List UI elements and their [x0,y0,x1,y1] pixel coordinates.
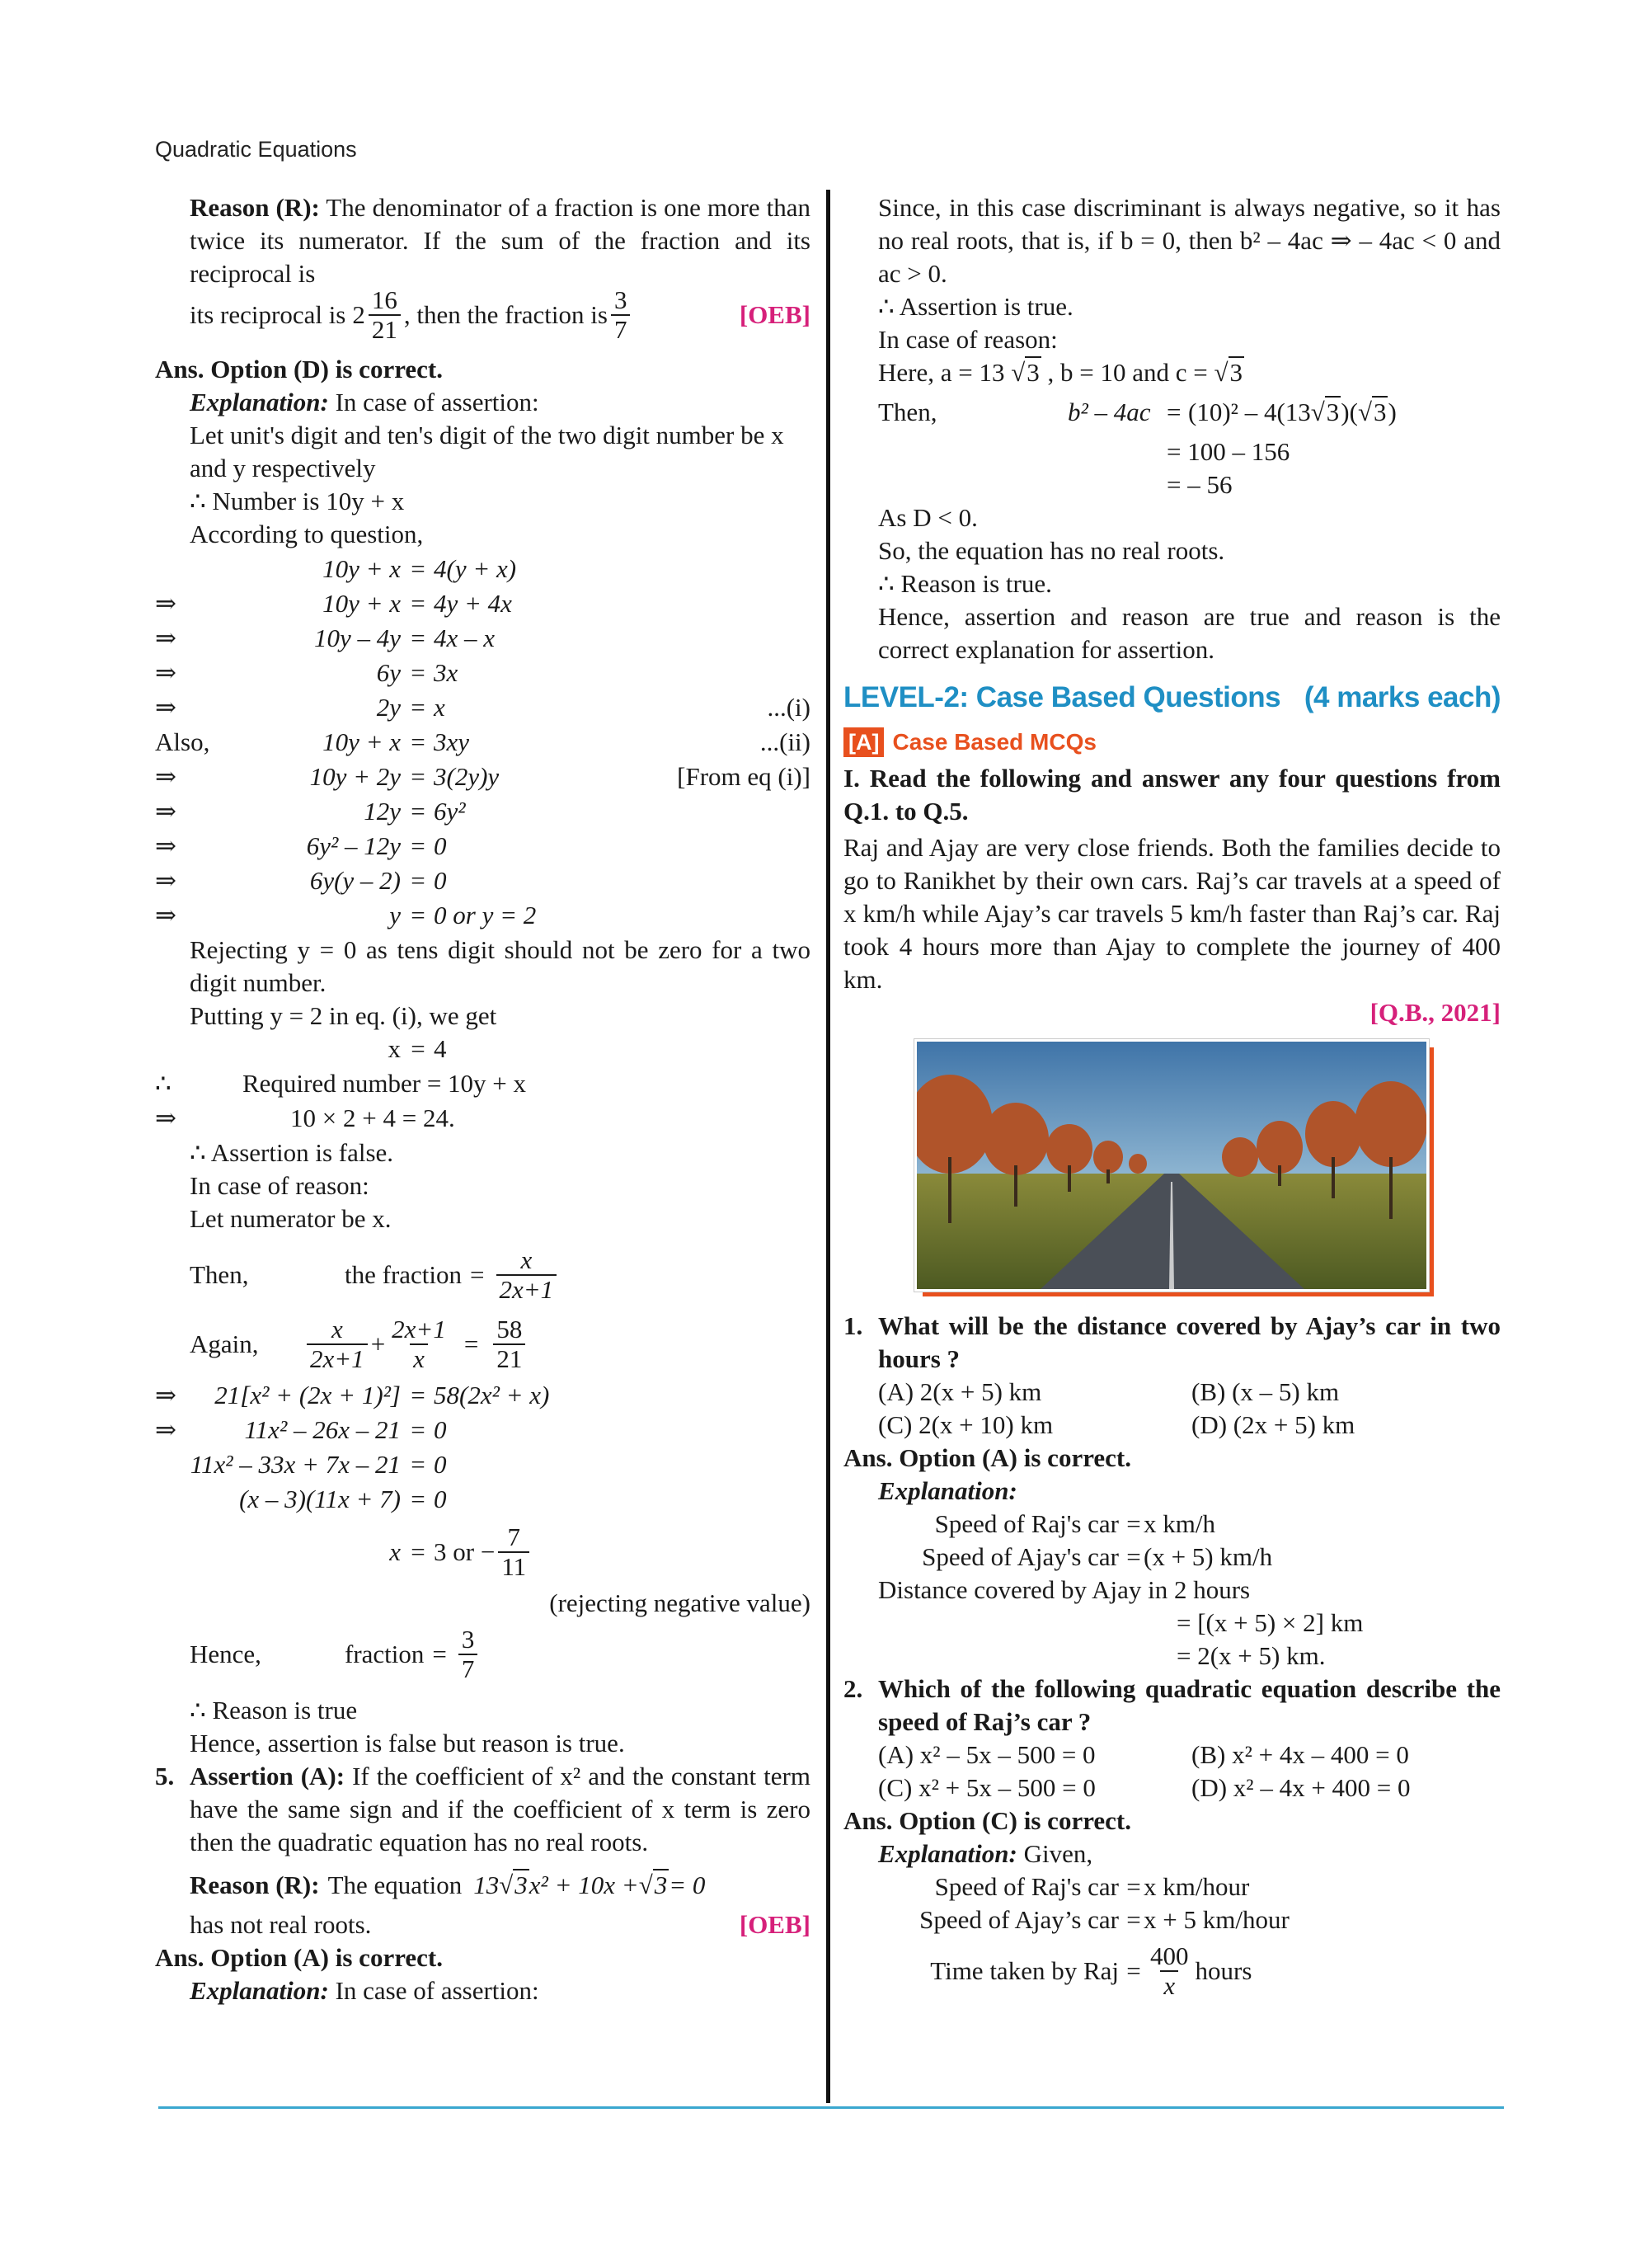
level-heading: LEVEL-2: Case Based Questions (4 marks each) [843,681,1501,713]
calc-block [843,1870,1501,1936]
answer-line: Ans. Option (A) is correct. [155,1943,443,1972]
equation-row: 10y + x = 4(y + x) [322,554,517,583]
question-2-options [843,1739,1501,1805]
reject-note: (rejecting negative value) [549,1588,810,1617]
calc-row: Speed of Ajay’s car = x + 5 km/hour [919,1905,1290,1934]
option-item: (B) x² + 4x – 400 = 0 [1191,1740,1409,1769]
text-line: ∴ Reason is true. [878,569,1052,598]
option-item: (D) (2x + 5) km [1191,1410,1355,1439]
calc-row: Speed of Raj's car = x km/h [934,1509,1215,1538]
text-line: In case of reason: [190,1171,369,1200]
text-line: In case of reason: [878,325,1058,354]
equation-row: ⇒ y = 0 or y = 2 [155,901,537,929]
discriminant-row: Then, b² – 4ac = (10)² – 4(13√3)(√3) [878,398,1397,426]
text-line: As D < 0. [878,503,978,532]
question-1-options [843,1376,1501,1442]
case-passage: Raj and Ajay are very close friends. Both the families decide to go to Ranikhet by their own cars. Raj’s car travels at a speed of x km/h while Ajay’s car travels 5 km/h faster than Raj’s car. Raj took 4 hours more than Ajay to complete the journey of 400 km. [843,833,1501,994]
column-divider [826,190,830,2103]
text-line: ∴ Assertion is false. [190,1138,394,1167]
then-fraction-row: Then, the fraction = $\frac{x}{2x+1}$ [155,1240,810,1310]
text-line: So, the equation has no real roots. [878,536,1225,565]
question-intro: I. Read the following and answer any four questions from Q.1. to Q.5. [843,764,1501,826]
road-landscape-image [917,1042,1426,1289]
question-2: 2. Which of the following quadratic equation describe the speed of Raj’s car ? [843,1674,1501,1736]
time-row: Time taken by Raj = $\frac{400}{x}$ hours [930,1941,1252,2000]
text-line: Let unit's digit and ten's digit of the two digit number be x and y respectively [190,421,784,482]
answer-line: Ans. Option (C) is correct. [843,1806,1131,1835]
text-line: Hence, assertion is false but reason is true. [190,1729,625,1757]
equation-block [155,1379,810,1517]
question-5: 5. Assertion (A): If the coefficient of x² and the constant term have the same sign and if the coefficient of x term is zero then the quadratic equation has no real roots. [155,1762,810,1856]
text-line: Distance covered by Ajay in 2 hours [878,1575,1251,1604]
text-line: According to question, [190,520,424,548]
calc-row: Speed of Raj's car = x km/hour [934,1872,1250,1901]
source-tag: [Q.B., 2021] [1369,998,1501,1027]
mixed-fraction: 2 $\frac{16}{21}$ [352,286,404,344]
equation-row: ⇒ 21[x² + (2x + 1)²] = 58(2x² + x) [155,1381,550,1409]
text-paragraph: Since, in this case discriminant is always negative, so it has no real roots, that is, if b = 0, then b² – 4ac ⇒ – 4ac < 0 and ac > 0. [878,193,1501,288]
equation-row: ⇒ 11x² – 26x – 21 = 0 [155,1415,447,1444]
equation-row: ⇒ 2y = x ...(i) [155,693,810,722]
equation-row: x = 4 [388,1034,447,1063]
text-line: Rejecting y = 0 as tens digit should not be zero for a two digit number. [190,935,810,997]
option-item: (A) x² – 5x – 500 = 0 [878,1740,1096,1769]
source-tag: [OEB] [739,300,810,329]
option-item: (C) x² + 5x – 500 = 0 [878,1773,1096,1802]
question-1: 1. What will be the distance covered by Ajay’s car in two hours ? [843,1311,1501,1373]
reason-fraction-line: its reciprocal is 2 $\frac{16}{21}$ , then the fraction is $\frac{3}{7}$ [OEB] [190,285,810,344]
right-column: Since, in this case discriminant is always negative, so it has no real roots, that is, if b = 0, then b² – 4ac ⇒ – 4ac < 0 and ac > 0. ∴ Assertion is true. In case of reason: Here, a = 13 √3 , b = 10 and c = √3 Then, b² – 4ac = (10)² – 4(13√3)(√3) = 100 – 156 = – 56 As D < 0. So, the equation has no real roots. ∴ Reason is true. Hence, assertion and reason are true and reason is the correct explanation for assertion. LEVEL-2: Case Based Questions (4 marks each) [A] Case Based MCQs I. Read the following and answer any four questions from Q.1. to Q.5. Raj and Ajay are very close friends. Both the families decide to go to Ranikhet by their own cars. Raj’s car travels at a speed of x km/h while Ajay’s car travels 5 km/h faster than Raj’s car. Raj took 4 hours more than Ajay to complete the journey of 400 km. [Q.B., 2021] 1. What will be the distance covered by Ajay’s car in two hours ? (A) 2(x + 5) km (B) (x – 5) km (C) 2(x + 10) km (D) (2x + 5) km Ans. Option (A) is correct. Explanation: Speed of Raj's car = x km/h Speed of Ajay's car = (x + 5) km/h Distance covered by Ajay in 2 hours = [(x + 5) × 2] km = 2(x + 5) km. 2. Which of the following quadratic equation describe the speed of Raj’s car ? (A) x² – 5x – 500 = 0 (B) x² + 4x – 400 = 0 (C) x² + 5x – 500 = 0 (D) x² – 4x + 400 = 0 Ans. Option (C) is correct. Explanation: Given, Speed of Raj's car = x km/hour Speed of Ajay’s car = x + 5 km/hour Time taken by Raj = $\frac{400}{x}$ hours [843,191,1501,2006]
source-tag: [OEB] [739,1910,810,1939]
calc-row: Speed of Ajay's car = (x + 5) km/h [922,1542,1273,1571]
left-column: Reason (R): The denominator of a fraction is one more than twice its numerator. If the sum of the fraction and its reciprocal is its reciprocal is 2 $\frac{16}{21}$ , then the fraction is $\frac{3}{7}$ [OEB] Ans. Option (D) is correct. Explanation: In case of assertion: Let unit's digit and ten's digit of the two digit number be x and y respectively ∴ Number is 10y + x According to question, 10y + x = 4(y + x) ⇒ 10y + x = 4y + 4x ⇒ 10y – 4y = 4x – x ⇒ 6y = 3x ⇒ 2y = x ...(i) Also, 10y + x = 3xy ...(ii) ⇒ 10y + 2y = 3(2y)y [From eq (i)] ⇒ 12y = 6y² ⇒ 6y² – 12y = 0 ⇒ 6y(y – 2) = 0 ⇒ y = 0 or y = 2 Rejecting y = 0 as tens digit should not be zero for a two digit number. Putting y = 2 in eq. (i), we get x = 4 ∴ Required number = 10y + x ⇒ 10 × 2 + 4 = 24. ∴ Assertion is false. In case of reason: Let numerator be x. Then, the fraction = $\frac{x}{2x+1}$ Again, $\frac{x}{2x+1}$ + $\frac{2x+1}{x}$ = $\frac{58}{21}$ ⇒ 21[x² + (2x + 1)²] = 58(2x² + x) ⇒ 11x² – 26x – 21 = 0 11x² – 33x + 7x – 21 = 0 (x – 3)(11x + 7) = 0 x = 3 or − $\frac{7}{11}$ (rejecting negative value) Hence, fraction = $\frac{3}{7}$ ∴ Reason is true Hence, assertion is false but reason is true. 5. Assertion (A): If the coefficient of x² and the constant term have the same sign and if the coefficient of x term is zero then the quadratic equation has no real roots. Reason (R): The equation 13√3x² + 10x +√3= 0 has not real roots. [OEB] Ans. Option (A) is correct. Explanation: In case of assertion: [155,193,810,2005]
text-paragraph: Hence, assertion and reason are true and reason is the correct explanation for assertion. [878,602,1501,664]
equation-row: 11x² – 33x + 7x – 21 = 0 [190,1450,447,1479]
option-item: (C) 2(x + 10) km [878,1410,1054,1439]
reason-equation-row: Reason (R): The equation 13√3x² + 10x +√3= 0 [190,1870,706,1899]
equation-row: Also, 10y + x = 3xy ...(ii) [155,727,810,756]
equation-row: ⇒ 12y = 6y² [155,797,466,826]
text-line: Putting y = 2 in eq. (i), we get [190,1001,497,1030]
footer-line [158,2106,1504,2109]
road-photo [914,1039,1434,1296]
equation-row: ⇒ 6y(y – 2) = 0 [155,866,447,895]
equation-block [155,553,810,934]
here-line: Here, a = 13 √3 , b = 10 and c = √3 [878,358,1243,387]
text-line: Let numerator be x. [190,1204,392,1233]
equation-row: x = 3 or − $\frac{7}{11}$ [155,1517,810,1587]
hence-fraction-row: Hence, fraction = $\frac{3}{7}$ [155,1620,810,1689]
equation-row: ⇒ 10y – 4y = 4x – x [155,623,496,652]
equation-row: ⇒ 10y + x = 4y + 4x [155,589,512,618]
equation-row: ⇒ 6y² – 12y = 0 [155,831,447,860]
option-item: (D) x² – 4x + 400 = 0 [1191,1773,1411,1802]
calc-block [843,1508,1501,1574]
text-line: ∴ Number is 10y + x [190,487,405,515]
option-item: (A) 2(x + 5) km [878,1377,1042,1406]
text-line: ∴ Reason is true [190,1696,358,1725]
again-fraction-row: Again, $\frac{x}{2x+1}$ + $\frac{2x+1}{x}$ = $\frac{58}{21}$ [155,1310,810,1379]
answer-line: Ans. Option (A) is correct. [843,1443,1131,1472]
option-item: (B) (x – 5) km [1191,1377,1340,1406]
reason-statement: Reason (R): The denominator of a fraction is one more than twice its numerator. If the sum of the fraction and its reciprocal is [190,193,810,288]
sub-heading: [A] Case Based MCQs [843,726,1501,759]
equation-row: ⇒ 6y = 3x [155,658,458,687]
text-line: ∴ Assertion is true. [878,292,1073,321]
equation-row: (x – 3)(11x + 7) = 0 [239,1485,447,1513]
equation-row: ⇒ 10y + 2y = 3(2y)y [From eq (i)] [155,762,810,791]
page-header: Quadratic Equations [155,137,357,162]
answer-line: Ans. Option (D) is correct. [155,355,443,383]
